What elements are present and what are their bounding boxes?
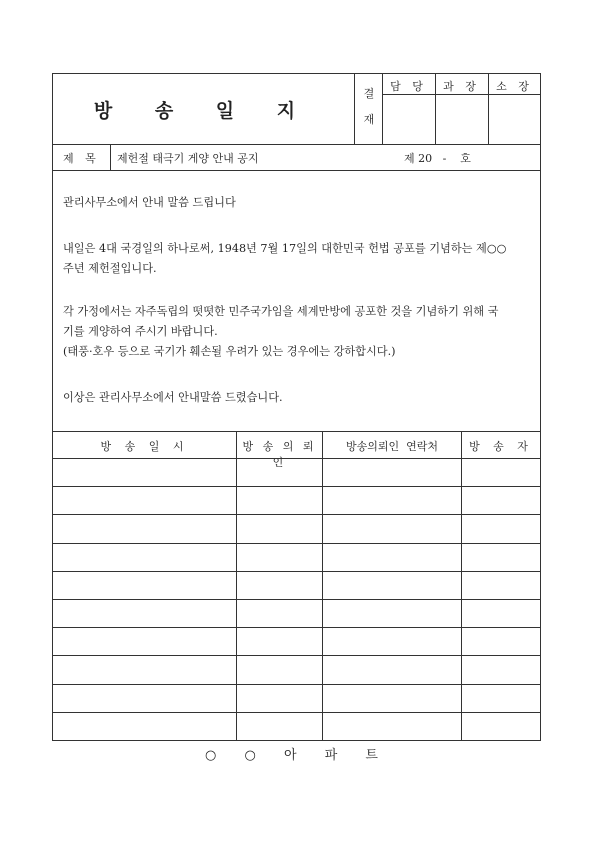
- table-row: [53, 656, 540, 683]
- log-cell-datetime[interactable]: [54, 713, 236, 740]
- log-cell-contact[interactable]: [323, 544, 461, 571]
- log-header-datetime: 방 송 일 시: [100, 440, 189, 453]
- log-cell-contact[interactable]: [323, 656, 461, 683]
- body-paragraph-2-line-2: 기를 게양하여 주시기 바랍니다.: [63, 325, 218, 338]
- log-header-requester: 방 송 의 뢰 인: [242, 440, 317, 469]
- log-cell-datetime[interactable]: [54, 656, 236, 683]
- log-cell-contact[interactable]: [323, 487, 461, 514]
- log-cell-requester[interactable]: [237, 515, 322, 542]
- log-cell-requester[interactable]: [237, 544, 322, 571]
- log-cell-datetime[interactable]: [54, 600, 236, 627]
- log-cell-requester[interactable]: [237, 487, 322, 514]
- log-cell-contact[interactable]: [323, 459, 461, 486]
- log-cell-broadcaster[interactable]: [462, 487, 539, 514]
- log-cell-datetime[interactable]: [54, 515, 236, 542]
- log-cell-contact[interactable]: [323, 572, 461, 599]
- body-paragraph-1-line-1: 내일은 4대 국경일의 하나로써, 1948년 7월 17일의 대한민국 헌법 공포를 기념하는 제○○: [63, 242, 507, 255]
- log-cell-broadcaster[interactable]: [462, 628, 539, 655]
- body-paragraph-2-line-3: (태풍·호우 등으로 국기가 훼손될 우려가 있는 경우에는 강하합시다.): [63, 345, 396, 358]
- document-number: 제 20 - 호: [404, 152, 471, 165]
- log-cell-broadcaster[interactable]: [462, 515, 539, 542]
- table-row: [53, 713, 540, 740]
- body-closing: 이상은 관리사무소에서 안내말씀 드렸습니다.: [63, 391, 283, 404]
- approval-label-jae: 재: [363, 113, 375, 126]
- table-row: [53, 515, 540, 542]
- body-paragraph-1-line-2: 주년 제헌절입니다.: [63, 262, 157, 275]
- log-cell-datetime[interactable]: [54, 628, 236, 655]
- log-cell-requester[interactable]: [237, 656, 322, 683]
- log-cell-requester[interactable]: [237, 628, 322, 655]
- table-row: [53, 628, 540, 655]
- body-paragraph-2-line-1: 각 가정에서는 자주독립의 떳떳한 민주국가임을 세계만방에 공포한 것을 기념하기 위해 국: [63, 305, 499, 318]
- log-cell-requester[interactable]: [237, 572, 322, 599]
- approval-column-staff: 담 당: [390, 80, 427, 93]
- log-cell-broadcaster[interactable]: [462, 572, 539, 599]
- subject-value: 제헌절 태극기 게양 안내 공지: [117, 152, 259, 165]
- subject-label: 제 목: [63, 152, 100, 165]
- log-cell-broadcaster[interactable]: [462, 685, 539, 712]
- log-cell-broadcaster[interactable]: [462, 713, 539, 740]
- log-cell-broadcaster[interactable]: [462, 656, 539, 683]
- log-cell-requester[interactable]: [237, 713, 322, 740]
- approval-sign-box-staff[interactable]: [383, 95, 434, 143]
- log-cell-datetime[interactable]: [54, 685, 236, 712]
- log-cell-contact[interactable]: [323, 600, 461, 627]
- approval-column-manager: 과 장: [443, 80, 480, 93]
- log-cell-requester[interactable]: [237, 685, 322, 712]
- document-title: 방 송 일 지: [93, 99, 314, 122]
- approval-sign-box-manager[interactable]: [436, 95, 487, 143]
- log-cell-datetime[interactable]: [54, 487, 236, 514]
- approval-sign-box-director[interactable]: [489, 95, 540, 143]
- log-cell-contact[interactable]: [323, 685, 461, 712]
- table-row: [53, 544, 540, 571]
- table-row: [53, 600, 540, 627]
- log-cell-datetime[interactable]: [54, 459, 236, 486]
- log-cell-contact[interactable]: [323, 713, 461, 740]
- log-cell-contact[interactable]: [323, 628, 461, 655]
- approval-label-gyeol: 결: [363, 87, 375, 100]
- broadcast-log-form: [52, 73, 541, 741]
- log-cell-broadcaster[interactable]: [462, 544, 539, 571]
- log-header-requester-contact: 방송의뢰인 연락처: [345, 440, 438, 453]
- table-row: [53, 487, 540, 514]
- log-cell-broadcaster[interactable]: [462, 459, 539, 486]
- table-row: [53, 459, 540, 486]
- log-cell-requester[interactable]: [237, 600, 322, 627]
- log-cell-broadcaster[interactable]: [462, 600, 539, 627]
- approval-column-director: 소 장: [496, 80, 533, 93]
- table-row: [53, 572, 540, 599]
- log-cell-datetime[interactable]: [54, 544, 236, 571]
- footer-apartment-name: ○ ○ 아 파 트: [205, 748, 390, 763]
- log-cell-datetime[interactable]: [54, 572, 236, 599]
- log-cell-contact[interactable]: [323, 515, 461, 542]
- log-header-broadcaster: 방 송 자: [469, 440, 533, 453]
- table-row: [53, 685, 540, 712]
- log-cell-requester[interactable]: [237, 459, 322, 486]
- body-greeting: 관리사무소에서 안내 말씀 드립니다: [63, 196, 236, 209]
